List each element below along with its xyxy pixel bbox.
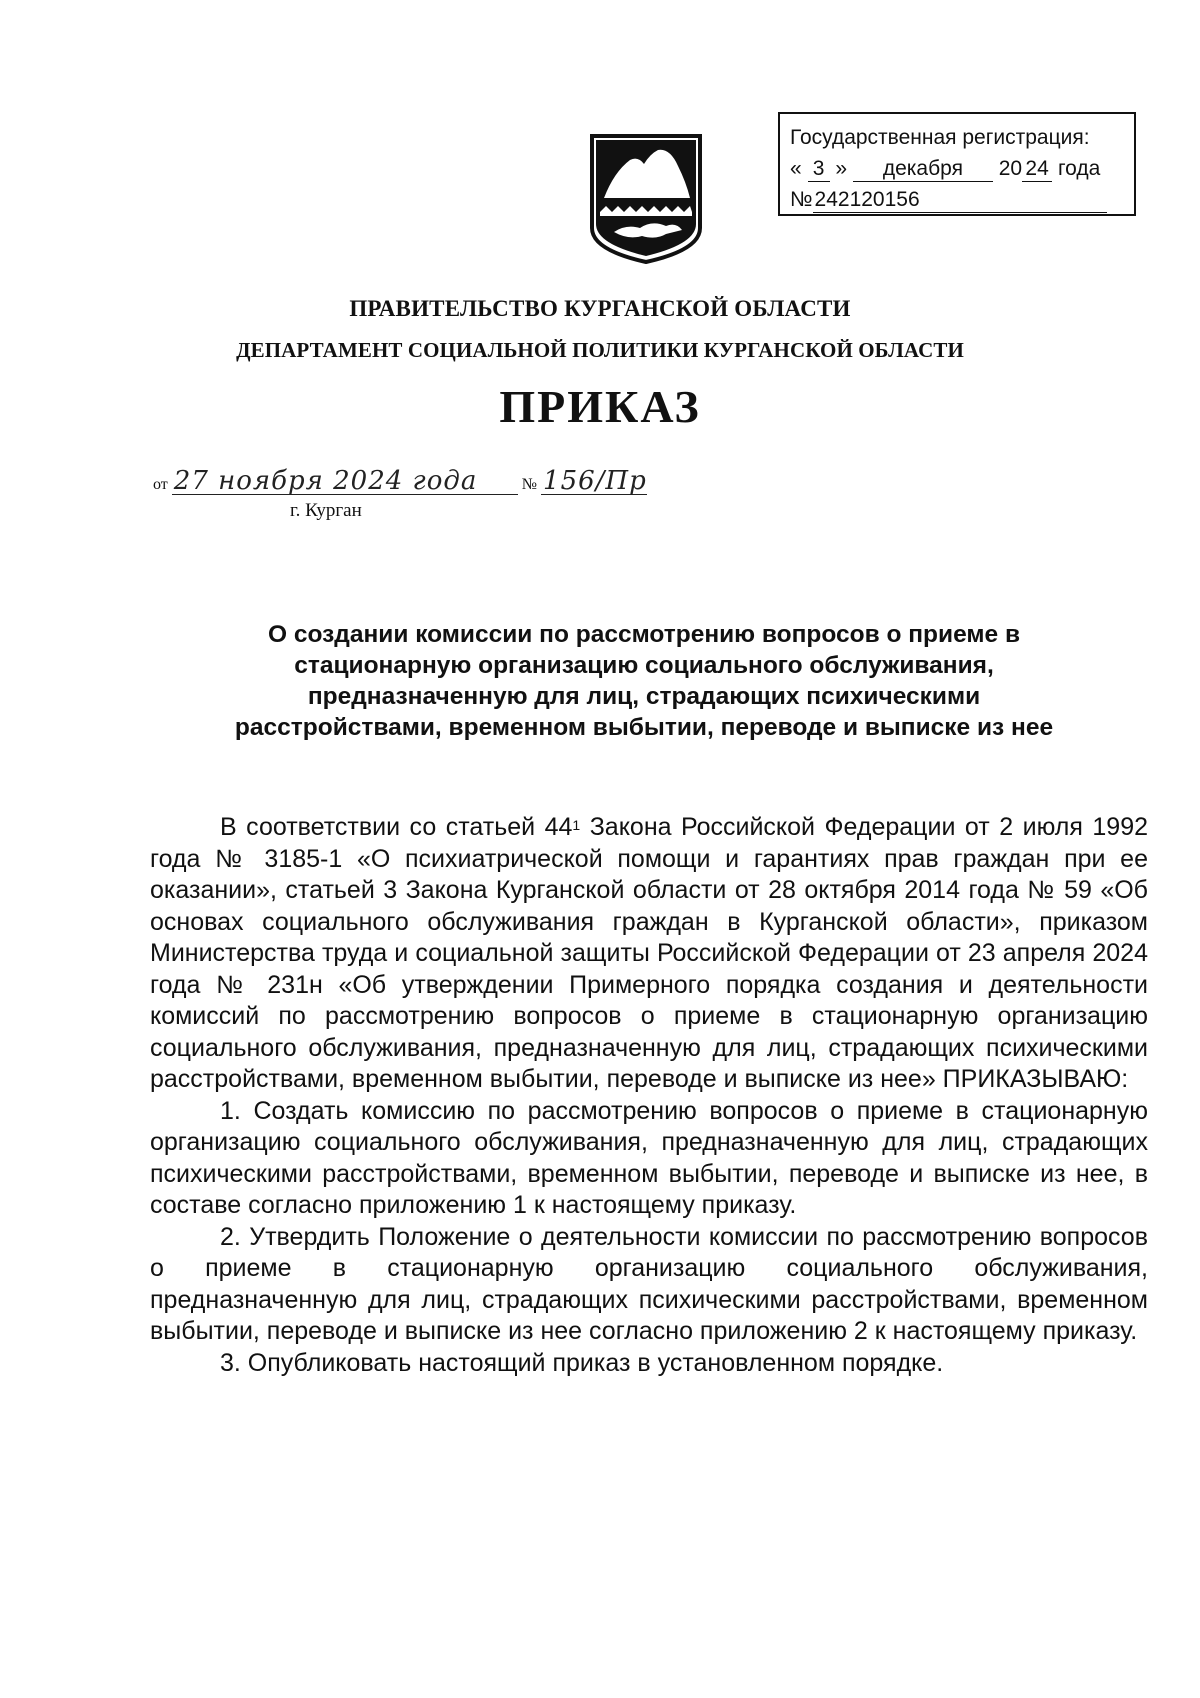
- registration-heading: Государственная регистрация:: [790, 126, 1090, 149]
- order-date-handwritten: 27 ноября 2024 года: [172, 468, 518, 495]
- registration-date-row: [790, 153, 1124, 184]
- order-item-2: 2. Утвердить Положение о деятельности комиссии по рассмотрению вопросов о приеме в стационарную организацию социального обслуживания, предназначенную для лиц, страдающих психическими расстройствами, временном выбытии, переводе и выписке из нее согласно приложению 2 к настоящему приказу.: [150, 1222, 1148, 1345]
- order-title: [150, 619, 1138, 743]
- order-item-1: 1. Создать комиссию по рассмотрению вопросов о приеме в стационарную организацию социального обслуживания, предназначенную для лиц, страдающих психическими расстройствами, временном выбытии, переводе и выписке из нее, в составе согласно приложению 1 к настоящему приказу.: [150, 1096, 1148, 1219]
- order-title-line: предназначенную для лиц, страдающих психическими: [307, 683, 981, 710]
- registration-year-word: года: [1057, 157, 1101, 180]
- order-number-handwritten: 156/Пр: [543, 466, 647, 496]
- registration-day: 3: [808, 157, 830, 182]
- order-title-line: расстройствами, временном выбытии, переводе и выписке из нее: [234, 714, 1054, 741]
- registration-month: декабря: [853, 157, 993, 182]
- order-from-label: от: [153, 476, 168, 493]
- order-date-number-row: [153, 468, 647, 495]
- registration-number-prefix: №: [790, 188, 813, 211]
- registration-day-suffix: »: [835, 157, 848, 180]
- registration-number-row: [790, 184, 1124, 215]
- preamble-text-start: В соответствии со статьей 44: [220, 813, 573, 841]
- order-title-line: стационарную организацию социального обслуживания,: [294, 652, 994, 679]
- document-type: ПРИКАЗ: [499, 381, 701, 432]
- registration-year-prefix: 20: [998, 157, 1023, 180]
- order-body: [150, 812, 1148, 1379]
- order-item-3: 3. Опубликовать настоящий приказ в установленном порядке.: [220, 1348, 944, 1377]
- registration-number: 242120156: [813, 188, 1107, 213]
- government-name: ПРАВИТЕЛЬСТВО КУРГАНСКОЙ ОБЛАСТИ: [349, 296, 851, 321]
- order-title-line: О создании комиссии по рассмотрению вопросов о приеме в: [268, 621, 1020, 648]
- registration-box: [778, 112, 1136, 216]
- article-superscript: 1: [572, 817, 581, 833]
- department-name: ДЕПАРТАМЕНТ СОЦИАЛЬНОЙ ПОЛИТИКИ КУРГАНСКОЙ ОБЛАСТИ: [236, 338, 964, 362]
- registration-day-prefix: «: [790, 157, 802, 180]
- coat-of-arms-emblem: [586, 132, 706, 266]
- order-number-label: №: [521, 476, 538, 493]
- preamble-paragraph: [150, 812, 1148, 1096]
- registration-year-suffix: 24: [1022, 157, 1052, 182]
- preamble-text-rest: Закона Российской Федерации от 2 июля 1992 года № 3185-1 «О психиатрической помощи и гарантиях прав граждан при ее оказании», статьей 3 Закона Курганской области от 28 октября 2014 года № 59 «Об основах социального обслуживания граждан в Курганской области», приказом Министерства труда и социальной защиты Российской Федерации от 23 апреля 2024 года № 231н «Об утверждении Примерного порядка создания и деятельности комиссий по рассмотрению вопросов о приеме в стационарную организацию социального обслуживания, предназначенную для лиц, страдающих психическими расстройствами, временном выбытии, переводе и выписке из нее» ПРИКАЗЫВАЮ:: [150, 813, 1148, 1093]
- order-city: г. Курган: [290, 500, 362, 521]
